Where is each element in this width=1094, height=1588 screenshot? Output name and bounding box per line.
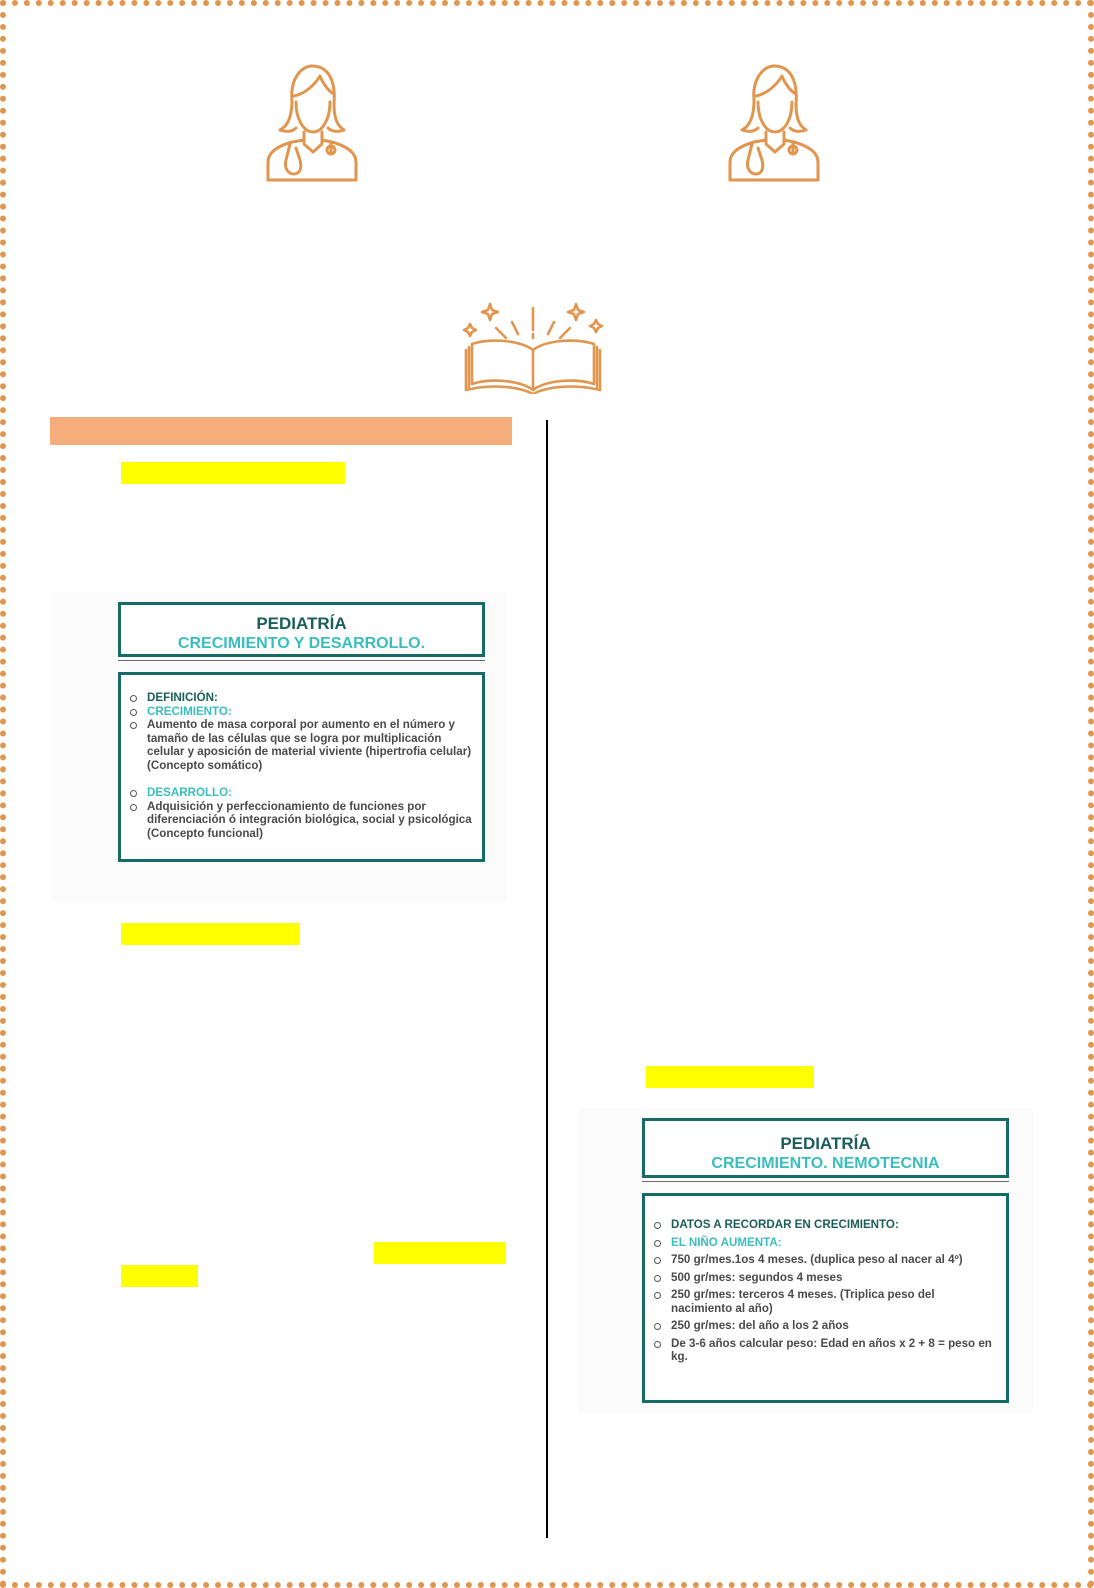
slide-subtitle: CRECIMIENTO. NEMOTECNIA xyxy=(711,1155,940,1172)
list-item: 750 gr/mes.1os 4 meses. (duplica peso al nacer al 4º) xyxy=(649,1253,996,1267)
list-item: EL NIÑO AUMENTA: xyxy=(649,1236,996,1250)
open-book-sparkles-icon xyxy=(460,300,606,394)
column-divider xyxy=(546,420,548,1538)
list-item: Aumento de masa corporal por aumento en el número y tamaño de las células que se logra por multiplicación celular y aposición de material viviente (hipertrofia celular) (Concepto somático) xyxy=(125,718,472,772)
bullet-list xyxy=(649,1218,996,1364)
highlight-mark xyxy=(121,1265,198,1287)
slide-subtitle: CRECIMIENTO Y DESARROLLO. xyxy=(177,635,426,652)
slide-title-box xyxy=(642,1118,1009,1178)
slide-rule xyxy=(118,660,485,661)
list-item: 250 gr/mes: terceros 4 meses. (Triplica peso del nacimiento al año) xyxy=(649,1288,996,1315)
list-item: Adquisición y perfeccionamiento de funciones por diferenciación ó integración biológica, social y psicológica (Concepto funcional) xyxy=(125,800,472,841)
doctor-woman-icon xyxy=(262,60,358,182)
bullet-list xyxy=(125,691,472,840)
highlight-mark xyxy=(374,1242,506,1264)
slide-body-box xyxy=(642,1193,1009,1403)
list-item: De 3-6 años calcular peso: Edad en años x 2 + 8 = peso en kg. xyxy=(649,1337,996,1364)
highlight-mark xyxy=(121,462,345,484)
highlight-mark xyxy=(646,1066,814,1088)
list-item: 250 gr/mes: del año a los 2 años xyxy=(649,1319,996,1333)
slide-title: PEDIATRÍA xyxy=(780,1134,871,1153)
list-item: CRECIMIENTO: xyxy=(125,705,472,719)
section-header-bar xyxy=(50,417,512,445)
list-item: 500 gr/mes: segundos 4 meses xyxy=(649,1271,996,1285)
list-item: DATOS A RECORDAR EN CRECIMIENTO: xyxy=(649,1218,996,1232)
slide-rule xyxy=(642,1181,1009,1182)
slide-title-box xyxy=(118,602,485,657)
list-item: DESARROLLO: xyxy=(125,786,472,800)
list-item: DEFINICIÓN: xyxy=(125,691,472,705)
slide-title: PEDIATRÍA xyxy=(256,614,347,633)
slide-body-box xyxy=(118,672,485,862)
doctor-woman-icon xyxy=(724,60,820,182)
highlight-mark xyxy=(121,923,300,945)
